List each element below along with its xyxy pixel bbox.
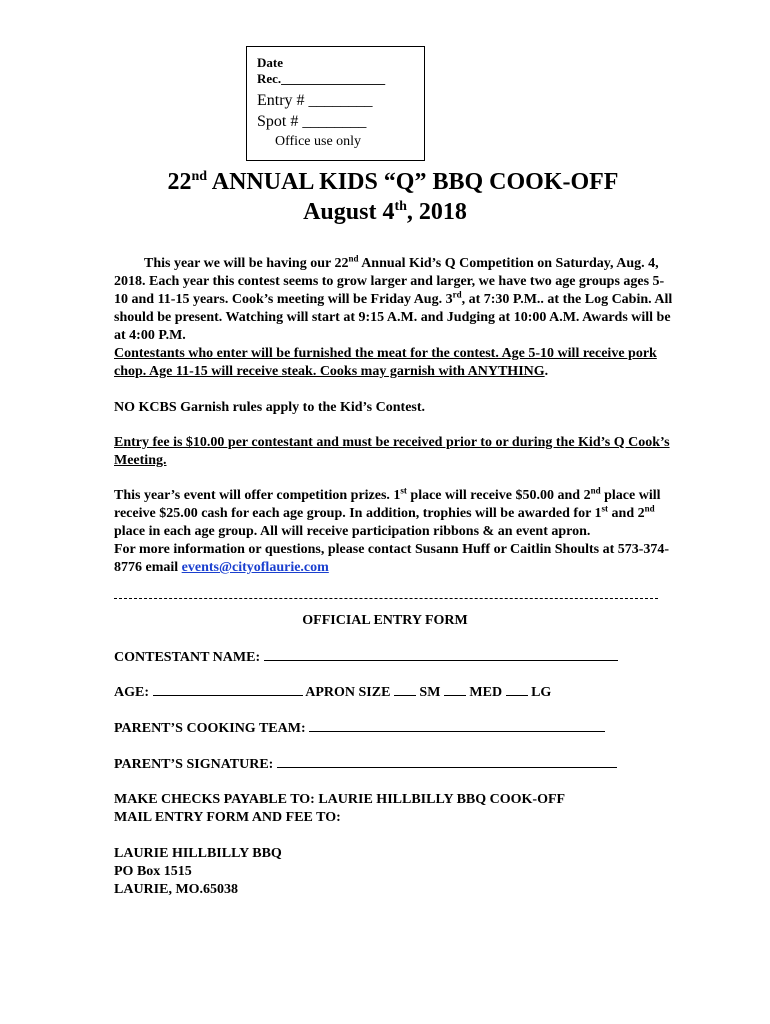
- intro-sup-b: rd: [452, 289, 462, 300]
- contestant-name-field[interactable]: [264, 648, 618, 661]
- meat-text: Contestants who enter will be furnished the meat for the contest. Age 5-10 will receive pork chop. Age 11-15 will receive steak. Cooks may garnish with ANYTHING: [114, 346, 657, 379]
- entry-number-label: Entry # ________: [257, 92, 373, 109]
- apron-med-label: MED: [469, 685, 503, 700]
- prizes-text-a: This year’s event will offer competition prizes. 1: [114, 488, 401, 503]
- kcbs-note: NO KCBS Garnish rules apply to the Kid’s Contest.: [114, 400, 426, 415]
- prizes-text-c: place will receive $25.00 cash for each age group. In addition, trophies will be awarded for 1: [114, 488, 661, 521]
- apron-sm-label: SM: [419, 685, 441, 700]
- office-use-box: [246, 46, 425, 161]
- prizes-text-d: and 2: [608, 506, 645, 521]
- page-title: [0, 168, 770, 196]
- prizes-sup-1: st: [400, 485, 407, 496]
- age-label: AGE:: [114, 685, 149, 700]
- signature-row: [114, 755, 617, 774]
- title-text: ANNUAL KIDS “Q” BBQ COOK-OFF: [207, 169, 619, 195]
- address-line-1: LAURIE HILLBILLY BBQ: [114, 846, 282, 861]
- apron-med-field[interactable]: [444, 683, 466, 696]
- event-date-suffix: th: [394, 199, 407, 214]
- apron-lg-label: LG: [531, 685, 552, 700]
- address-line-2: PO Box 1515: [114, 864, 192, 879]
- signature-field[interactable]: [277, 755, 617, 768]
- meat-paragraph: [114, 345, 674, 381]
- entry-fee-note: Entry fee is $10.00 per contestant and must be received prior to or during the Kid’s Q Cook’s Meeting.: [114, 435, 670, 468]
- office-use-note: Office use only: [275, 134, 362, 149]
- title-ordinal-number: 22: [167, 169, 192, 195]
- prizes-sup-4: nd: [644, 503, 655, 514]
- age-field[interactable]: [153, 683, 303, 696]
- date-label: Date: [257, 55, 283, 70]
- contestant-name-row: [114, 648, 618, 667]
- cooking-team-label: PARENT’S COOKING TEAM:: [114, 721, 306, 736]
- intro-sup-a: nd: [348, 253, 359, 264]
- prizes-paragraph: [114, 487, 674, 577]
- intro-text-c: , at 7:30 P.M.. at the Log Cabin. All should be present. Watching will start at 9:15 A.M. and Judging at 10:00 A.M. Awards will be at 4:00 P.M.: [114, 292, 673, 343]
- title-ordinal-suffix: nd: [191, 169, 208, 184]
- prizes-sup-2: nd: [590, 485, 601, 496]
- intro-text-b: Annual Kid’s Q Competition on Saturday, Aug. 4, 2018. Each year this contest seems to grow larger and larger, we have two age groups ages 5-10 and 11-15 years. Cook’s meeting will be Friday Aug. 3: [114, 256, 665, 307]
- mail-entry-line: MAIL ENTRY FORM AND FEE TO:: [114, 810, 341, 825]
- cooking-team-field[interactable]: [309, 719, 605, 732]
- event-date-title: [0, 198, 770, 226]
- prizes-text-b: place will receive $50.00 and 2: [406, 488, 591, 503]
- email-link[interactable]: events@cityoflaurie.com: [181, 560, 329, 575]
- divider-dashed: [114, 598, 658, 599]
- apron-lg-field[interactable]: [506, 683, 528, 696]
- intro-paragraph: [114, 255, 674, 345]
- meat-text-end: .: [544, 364, 549, 379]
- address-line-3: LAURIE, MO.65038: [114, 882, 239, 897]
- intro-text-a: This year we will be having our 22: [144, 256, 349, 271]
- spot-number-label: Spot # ________: [257, 113, 367, 130]
- checks-payable-line: MAKE CHECKS PAYABLE TO: LAURIE HILLBILLY BBQ COOK-OFF: [114, 792, 566, 807]
- age-apron-row: [114, 683, 551, 702]
- contestant-name-label: CONTESTANT NAME:: [114, 650, 261, 665]
- apron-size-label: APRON SIZE: [305, 685, 391, 700]
- prizes-sup-3: st: [601, 503, 609, 514]
- apron-sm-field[interactable]: [394, 683, 416, 696]
- event-date-month: August 4: [303, 199, 395, 225]
- contact-text: For more information or questions, please contact Susann Huff or Caitlin Shoults at 573-374-8776 email: [114, 542, 670, 575]
- cooking-team-row: [114, 719, 605, 738]
- signature-label: PARENT’S SIGNATURE:: [114, 757, 274, 772]
- entry-form-heading: OFFICIAL ENTRY FORM: [302, 613, 468, 628]
- event-date-year: , 2018: [406, 199, 467, 225]
- rec-label: Rec.________________: [257, 71, 386, 86]
- prizes-text-e: place in each age group. All will receive participation ribbons & an event apron.: [114, 524, 591, 539]
